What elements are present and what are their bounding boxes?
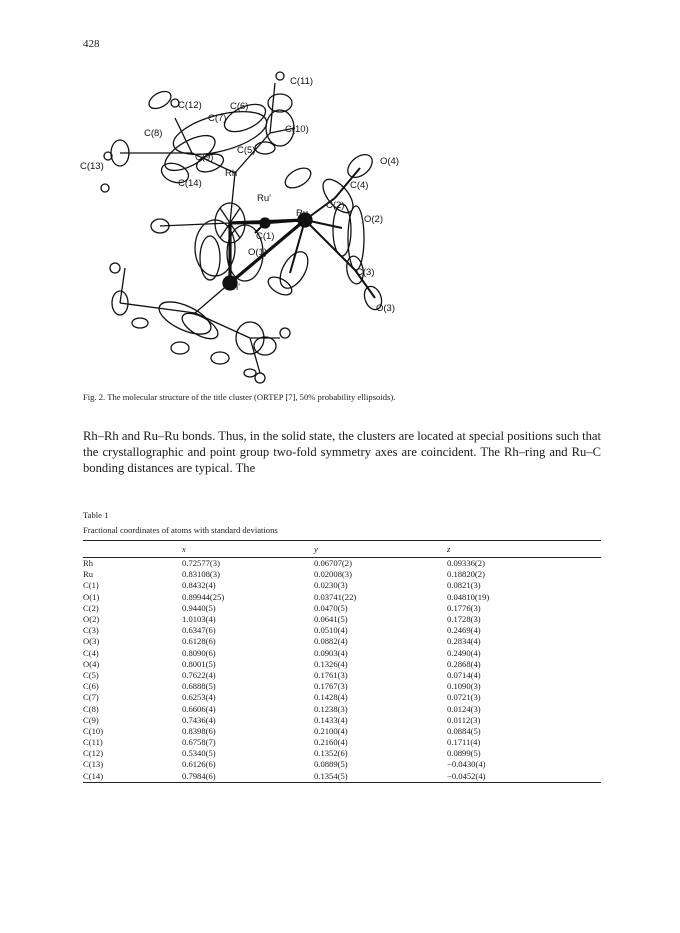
table-row [83, 558, 601, 570]
label-c6: C(6) [230, 101, 249, 112]
table-row [83, 715, 601, 726]
cell-atom: C(2) [83, 602, 99, 613]
cell-x: 0.8090(6) [182, 647, 216, 658]
table-row [83, 692, 601, 703]
cell-x: 0.7622(4) [182, 669, 216, 680]
cell-atom: C(7) [83, 692, 99, 703]
body-paragraph: Rh–Rh and Ru–Ru bonds. Thus, in the solid state, the clusters are located at special positions such that the crystallographic and point group two-fold symmetry axes are coincident. The Rh–ring and Ru–C bonding distances are typical. The [83, 429, 601, 475]
table-row [83, 569, 601, 580]
cell-y: 0.0903(4) [314, 647, 348, 658]
cell-x: 0.6758(7) [182, 737, 216, 748]
table-row [83, 726, 601, 737]
cell-atom: O(1) [83, 591, 100, 602]
table-row [83, 603, 601, 614]
table-row [83, 659, 601, 670]
label-c7: C(7) [208, 113, 227, 124]
table-row [83, 625, 601, 636]
cell-y: 0.02008(3) [314, 569, 352, 580]
cell-atom: C(3) [83, 625, 99, 636]
table-row [83, 636, 601, 647]
cell-x: 0.6126(6) [182, 759, 216, 770]
cell-x: 0.6347(6) [182, 625, 216, 636]
cell-atom: C(12) [83, 748, 104, 759]
cell-y: 0.1433(4) [314, 714, 348, 725]
cell-z: 0.1711(4) [447, 737, 481, 748]
cell-z: 0.1776(3) [447, 602, 481, 613]
cell-z: 0.09336(2) [447, 558, 485, 569]
label-o2: O(2) [364, 214, 383, 225]
table-row [83, 771, 601, 783]
table-row [83, 648, 601, 659]
figure-caption: Fig. 2. The molecular structure of the title cluster (ORTEP [7], 50% probability ellipsoids). [83, 392, 396, 402]
cell-atom: C(1) [83, 580, 99, 591]
cell-z: 0.04810(19) [447, 591, 490, 602]
label-o4: O(4) [380, 156, 399, 167]
label-c14: C(14) [178, 178, 202, 189]
table-body [83, 558, 601, 783]
cell-atom: C(13) [83, 759, 104, 770]
cell-z: 0.2469(4) [447, 625, 481, 636]
cell-x: 0.5340(5) [182, 748, 216, 759]
label-o3: O(3) [376, 303, 395, 314]
cell-atom: O(2) [83, 614, 100, 625]
cell-atom: Rh [83, 558, 94, 569]
cell-x: 0.83108(3) [182, 569, 220, 580]
cell-atom: O(3) [83, 636, 100, 647]
cell-z: 0.1728(3) [447, 614, 481, 625]
page-number: 428 [83, 38, 100, 50]
cell-y: 0.0470(5) [314, 602, 348, 613]
ortep-drawing [80, 58, 410, 388]
cell-z: 0.0884(5) [447, 725, 481, 736]
column-header-x: x [182, 544, 186, 554]
cell-x: 0.6128(6) [182, 636, 216, 647]
table-row [83, 614, 601, 625]
label-c11: C(11) [290, 76, 314, 87]
column-header-atom [83, 541, 182, 558]
cell-y: 0.0882(4) [314, 636, 348, 647]
cell-z: 0.0714(4) [447, 669, 481, 680]
cell-y: 0.0641(5) [314, 614, 348, 625]
cell-x: 0.7436(4) [182, 714, 216, 725]
cell-x: 0.89944(25) [182, 591, 225, 602]
table-row [83, 592, 601, 603]
cell-z: 0.2868(4) [447, 658, 481, 669]
cell-y: 0.0510(4) [314, 625, 348, 636]
cell-y: 0.1354(5) [314, 770, 348, 781]
label-c2: C(2) [326, 200, 345, 211]
cell-atom: Ru [83, 569, 94, 580]
table-row [83, 759, 601, 770]
cell-x: 0.9440(5) [182, 602, 216, 613]
cell-y: 0.1352(6) [314, 748, 348, 759]
label-c5: C(5) [237, 145, 256, 156]
molecular-structure-figure [80, 58, 410, 388]
label-c10: C(10) [285, 124, 309, 135]
column-header-y: y [314, 544, 318, 554]
cell-y: 0.1761(3) [314, 669, 348, 680]
table-header-row [83, 541, 601, 558]
table-title: Fractional coordinates of atoms with standard deviations [83, 525, 278, 535]
cell-z: 0.2834(4) [447, 636, 481, 647]
cell-y: 0.1428(4) [314, 692, 348, 703]
label-ru: Ru [296, 208, 309, 219]
coordinates-table [83, 540, 601, 783]
label-c9: C(9) [195, 152, 214, 163]
label-c3: C(3) [356, 267, 375, 278]
cell-z: 0.0821(3) [447, 580, 481, 591]
cell-atom: C(6) [83, 681, 99, 692]
column-header-z: z [447, 544, 451, 554]
table-label: Table 1 [83, 510, 109, 520]
cell-z: −0.0430(4) [447, 759, 486, 770]
cell-y: 0.03741(22) [314, 591, 357, 602]
cell-atom: C(4) [83, 647, 99, 658]
cell-z: 0.0112(3) [447, 714, 481, 725]
cell-z: 0.18820(2) [447, 569, 485, 580]
cell-atom: C(8) [83, 703, 99, 714]
cell-atom: C(14) [83, 770, 104, 781]
cell-atom: C(11) [83, 737, 103, 748]
label-o1: O(1) [248, 247, 267, 258]
cell-x: 0.8398(6) [182, 725, 216, 736]
cell-y: 0.0889(5) [314, 759, 348, 770]
cell-x: 0.6606(4) [182, 703, 216, 714]
cell-y: 0.1767(3) [314, 681, 348, 692]
label-ru-prime: Ru' [257, 193, 271, 204]
cell-atom: C(9) [83, 714, 99, 725]
label-c4: C(4) [350, 180, 369, 191]
label-c12: C(12) [178, 100, 202, 111]
cell-x: 0.8432(4) [182, 580, 216, 591]
cell-y: 0.2160(4) [314, 737, 348, 748]
cell-z: 0.2490(4) [447, 647, 481, 658]
cell-x: 0.6253(4) [182, 692, 216, 703]
label-c1: C(1) [256, 231, 275, 242]
cell-y: 0.2100(4) [314, 725, 348, 736]
cell-y: 0.06707(2) [314, 558, 352, 569]
cell-y: 0.0230(3) [314, 580, 348, 591]
table-row [83, 748, 601, 759]
table-row [83, 737, 601, 748]
label-rh-prime: Rh' [226, 282, 240, 293]
cell-atom: C(5) [83, 669, 99, 680]
cell-y: 0.1326(4) [314, 658, 348, 669]
cell-z: 0.1090(3) [447, 681, 481, 692]
cell-x: 0.72577(3) [182, 558, 220, 569]
cell-x: 1.0103(4) [182, 614, 216, 625]
cell-atom: O(4) [83, 658, 100, 669]
table-row [83, 580, 601, 591]
cell-x: 0.6888(5) [182, 681, 216, 692]
cell-x: 0.7984(6) [182, 770, 216, 781]
table-row [83, 681, 601, 692]
cell-x: 0.8001(5) [182, 658, 216, 669]
label-c8: C(8) [144, 128, 163, 139]
label-c13: C(13) [80, 161, 104, 172]
cell-z: −0.0452(4) [447, 770, 486, 781]
table-row [83, 670, 601, 681]
table-row [83, 703, 601, 714]
cell-z: 0.0721(3) [447, 692, 481, 703]
cell-atom: C(10) [83, 725, 104, 736]
cell-z: 0.0124(3) [447, 703, 481, 714]
cell-z: 0.0899(5) [447, 748, 481, 759]
cell-y: 0.1238(3) [314, 703, 348, 714]
label-rh: Rh [225, 168, 238, 179]
